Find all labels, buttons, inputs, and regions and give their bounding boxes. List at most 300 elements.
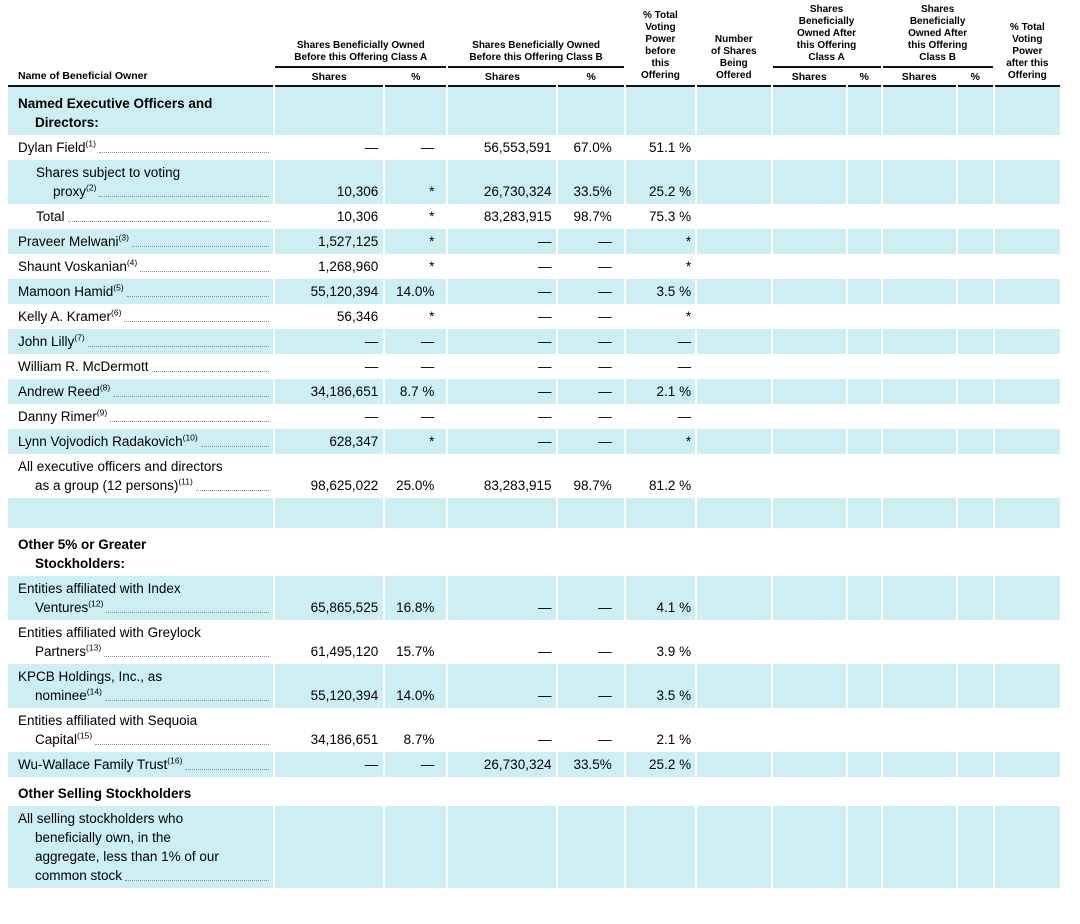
subcolumn-header-after-class-a-pct: % (848, 68, 881, 87)
value-cell (697, 664, 770, 708)
value-cell (848, 87, 881, 135)
value-cell (995, 576, 1060, 620)
footnote-reference: (5) (113, 282, 124, 293)
table-row (8, 454, 1060, 498)
value-cell (558, 87, 623, 135)
value-cell (848, 354, 881, 379)
owner-name-text: Wu-Wallace Family Trust$^{(16)}$ (18, 755, 183, 772)
value-cell (883, 528, 956, 576)
table-row (8, 576, 1060, 620)
owner-name-text: Danny Rimer$^{(9)}$ (18, 407, 108, 424)
value-cell (697, 254, 770, 279)
owner-name-cell (8, 135, 273, 160)
value-cell (883, 379, 956, 404)
value-cell: — (537, 732, 552, 747)
value-cell: — (448, 279, 556, 304)
value-cell (697, 329, 770, 354)
value-cell (448, 528, 556, 576)
value-cell: 14.0% (385, 664, 446, 708)
owner-name-cell (8, 304, 273, 329)
owner-name-text: William R. McDermott (18, 359, 149, 374)
value-cell (958, 454, 993, 498)
value-cell: — (448, 379, 556, 404)
value-cell: * (429, 309, 435, 324)
table-row (8, 304, 1060, 329)
value-cell (773, 160, 846, 204)
value-cell: — (598, 259, 612, 274)
value-cell (883, 498, 956, 528)
owner-name-text: Kelly A. Kramer$^{(6)}$ (18, 307, 122, 324)
subcolumn-header-before-class-a-pct: % (385, 68, 446, 87)
value-cell (958, 404, 993, 429)
value-cell (958, 229, 993, 254)
value-cell: — (558, 379, 623, 404)
hanging-indent (18, 113, 35, 132)
table-row (8, 429, 1060, 454)
value-cell: 8.7 % (385, 379, 446, 404)
owner-name-text: Partners$^{(13)}$ (35, 642, 102, 659)
value-cell: 98,625,022 (310, 478, 379, 493)
value-cell: 1,527,125 (275, 229, 383, 254)
value-cell (883, 752, 956, 777)
value-cell (958, 87, 993, 135)
value-cell: — (420, 359, 435, 374)
value-cell (697, 354, 770, 379)
value-cell (275, 528, 383, 576)
value-cell (558, 777, 623, 806)
value-cell (848, 708, 881, 752)
value-cell: — (598, 309, 612, 324)
value-cell (626, 806, 695, 888)
table-row (8, 777, 1060, 806)
table-row (8, 752, 1060, 777)
value-cell (697, 87, 770, 135)
footnote-reference: (16) (167, 755, 183, 766)
table-body (8, 87, 1060, 888)
value-cell: 628,347 (275, 429, 383, 454)
table-header (8, 2, 1060, 87)
owner-name-cell (8, 404, 273, 429)
value-cell: — (558, 329, 623, 354)
value-cell: 26,730,324 (448, 752, 556, 777)
owner-name-cell (8, 254, 273, 279)
value-cell (958, 429, 993, 454)
value-cell: 16.8% (385, 576, 446, 620)
value-cell (883, 204, 956, 229)
value-cell (773, 498, 846, 528)
value-cell: 2.1 % (656, 732, 692, 747)
value-cell: 98.7% (573, 478, 612, 493)
value-cell (773, 87, 846, 135)
owner-name-text: John Lilly$^{(7)}$ (18, 332, 85, 349)
value-cell: 33.5% (558, 752, 623, 777)
value-cell (848, 576, 881, 620)
value-cell (958, 329, 993, 354)
value-cell: 34,186,651 (310, 732, 379, 747)
value-cell: * (685, 309, 692, 324)
footnote-reference: (12) (88, 598, 104, 609)
dot-leader (140, 271, 269, 272)
value-cell (773, 454, 846, 498)
dot-leader (125, 880, 269, 881)
value-cell: 65,865,525 (275, 576, 383, 620)
value-cell: 98.7% (573, 209, 612, 224)
value-cell (995, 135, 1060, 160)
owner-name-cell (8, 229, 273, 254)
value-cell (697, 160, 770, 204)
value-cell (883, 354, 956, 379)
value-cell: — (537, 259, 552, 274)
value-cell (275, 87, 383, 135)
value-cell (995, 160, 1060, 204)
column-header-shares-offered: Number of Shares Being Offered (697, 2, 770, 87)
value-cell (883, 777, 956, 806)
footnote-reference: (10) (182, 432, 198, 443)
value-cell: 55,120,394 (275, 664, 383, 708)
column-header-voting-after: % Total Voting Power after this Offering (995, 2, 1060, 87)
value-cell (773, 752, 846, 777)
subcolumn-header-after-class-a-shares: Shares (773, 68, 846, 87)
owner-name-text: Lynn Vojvodich Radakovich$^{(10)}$ (18, 432, 198, 449)
value-cell: 3.5 % (626, 279, 695, 304)
value-cell: 25.0% (396, 478, 435, 493)
value-cell (995, 229, 1060, 254)
value-cell (773, 254, 846, 279)
value-cell (995, 329, 1060, 354)
value-cell: 2.1 % (626, 379, 695, 404)
value-cell: * (429, 209, 435, 224)
value-cell: — (420, 409, 435, 424)
value-cell (773, 329, 846, 354)
value-cell (773, 304, 846, 329)
value-cell (848, 229, 881, 254)
dot-leader (110, 421, 269, 422)
value-cell (626, 498, 695, 528)
value-cell (995, 254, 1060, 279)
value-cell (848, 204, 881, 229)
value-cell (958, 664, 993, 708)
column-header-voting-before: % Total Voting Power before this Offering (626, 2, 695, 87)
value-cell (848, 752, 881, 777)
value-cell (958, 204, 993, 229)
owner-name-text: common stock (35, 868, 123, 883)
value-cell: 14.0% (385, 279, 446, 304)
owner-name-cell: Entities affiliated with Index Ventures$^{(12)}$ (8, 576, 273, 620)
owner-name-text: Total (36, 209, 65, 224)
value-cell (697, 379, 770, 404)
value-cell (995, 404, 1060, 429)
value-cell: — (598, 732, 612, 747)
footnote-reference: (3) (118, 232, 129, 243)
value-cell: — (448, 429, 556, 454)
owner-name-text: Other Selling Stockholders (18, 786, 192, 801)
owner-name-cell (8, 429, 273, 454)
value-cell (773, 379, 846, 404)
value-cell: — (448, 229, 556, 254)
value-cell (448, 87, 556, 135)
value-cell (558, 498, 623, 528)
owner-name-cell (8, 204, 273, 229)
table-row (8, 329, 1060, 354)
value-cell: — (537, 644, 552, 659)
column-header-before-class-a: Shares Beneficially Owned Before this Offering Class A (275, 2, 446, 68)
footnote-reference: (11) (178, 476, 193, 487)
dot-leader (124, 321, 269, 322)
table-row (8, 229, 1060, 254)
owner-name-cell (8, 329, 273, 354)
table-row (8, 87, 1060, 135)
hanging-indent (18, 686, 35, 705)
value-cell: — (626, 329, 695, 354)
value-cell (958, 576, 993, 620)
dot-leader (99, 152, 269, 153)
value-cell: 55,120,394 (275, 279, 383, 304)
owner-name-cell: Entities affiliated with Greylock Partners$^{(13)}$ (8, 620, 273, 664)
value-cell (848, 528, 881, 576)
footnote-reference: (2) (86, 182, 97, 193)
value-cell (848, 664, 881, 708)
value-cell (848, 135, 881, 160)
table-row (8, 279, 1060, 304)
value-cell (995, 379, 1060, 404)
value-cell (958, 498, 993, 528)
value-cell (848, 279, 881, 304)
owner-name-text: Andrew Reed$^{(8)}$ (18, 382, 111, 399)
value-cell (995, 528, 1060, 576)
section-heading-cell: Named Executive Officers and Directors: (8, 87, 273, 135)
subcolumn-header-before-class-b-shares: Shares (448, 68, 556, 87)
value-cell (995, 454, 1060, 498)
value-cell: — (537, 309, 552, 324)
hanging-indent (18, 476, 35, 495)
footnote-reference: (13) (86, 642, 102, 653)
value-cell (958, 279, 993, 304)
value-cell (626, 777, 695, 806)
value-cell (558, 806, 623, 888)
value-cell: — (364, 140, 379, 155)
name-column-header: Name of Beneficial Owner (8, 2, 273, 87)
value-cell: 8.7% (403, 732, 435, 747)
subcolumn-header-before-class-a-shares: Shares (275, 68, 383, 87)
value-cell (275, 806, 383, 888)
table-row (8, 254, 1060, 279)
dot-leader (127, 296, 269, 297)
value-cell (883, 576, 956, 620)
owner-name-text: as a group (12 persons)$^{(11)}$ (35, 476, 193, 493)
value-cell (697, 204, 770, 229)
dot-leader (196, 490, 269, 491)
owner-name-text: Directors: (35, 115, 99, 130)
owner-name-text: Ventures$^{(12)}$ (35, 598, 104, 615)
value-cell (773, 777, 846, 806)
hanging-indent (36, 182, 53, 201)
table-row (8, 498, 1060, 528)
dot-leader (88, 346, 269, 347)
value-cell (848, 379, 881, 404)
value-cell: * (385, 429, 446, 454)
value-cell (773, 404, 846, 429)
value-cell (697, 135, 770, 160)
value-cell (883, 429, 956, 454)
value-cell (995, 620, 1060, 664)
value-cell (697, 576, 770, 620)
footnote-reference: (9) (96, 407, 108, 418)
value-cell (558, 528, 623, 576)
value-cell (773, 429, 846, 454)
owner-name-cell: All selling stockholders who beneficially own, in the aggregate, less than 1% of our common stock (8, 806, 273, 888)
owner-name-cell: Entities affiliated with Sequoia Capital$^{(15)}$ (8, 708, 273, 752)
value-cell (883, 135, 956, 160)
value-cell (848, 454, 881, 498)
owner-name-cell (8, 354, 273, 379)
value-cell (848, 429, 881, 454)
footnote-reference: (4) (126, 257, 138, 268)
value-cell (958, 304, 993, 329)
column-header-before-class-b: Shares Beneficially Owned Before this Offering Class B (448, 2, 623, 68)
value-cell (883, 454, 956, 498)
value-cell (848, 304, 881, 329)
value-cell (995, 498, 1060, 528)
value-cell (883, 160, 956, 204)
value-cell (448, 498, 556, 528)
value-cell: 3.5 % (626, 664, 695, 708)
hanging-indent (18, 730, 35, 749)
value-cell (958, 620, 993, 664)
value-cell: — (537, 409, 552, 424)
value-cell (385, 498, 446, 528)
value-cell (995, 354, 1060, 379)
value-cell (697, 429, 770, 454)
value-cell (697, 708, 770, 752)
value-cell (958, 528, 993, 576)
value-cell (883, 620, 956, 664)
value-cell: * (385, 160, 446, 204)
dot-leader (152, 371, 270, 372)
hanging-indent (18, 598, 35, 617)
value-cell (848, 620, 881, 664)
value-cell: — (558, 664, 623, 708)
value-cell (773, 354, 846, 379)
dot-leader (68, 221, 270, 222)
value-cell (697, 304, 770, 329)
value-cell: 25.2 % (626, 160, 695, 204)
value-cell (773, 279, 846, 304)
value-cell: — (448, 576, 556, 620)
value-cell: 67.0% (573, 140, 612, 155)
value-cell (995, 664, 1060, 708)
value-cell (883, 304, 956, 329)
value-cell: 4.1 % (626, 576, 695, 620)
dot-leader (104, 656, 269, 657)
value-cell: — (385, 329, 446, 354)
value-cell: * (626, 229, 695, 254)
value-cell: 83,283,915 (483, 209, 552, 224)
value-cell (848, 777, 881, 806)
owner-name-text: proxy$^{(2)}$ (53, 182, 97, 199)
value-cell (773, 620, 846, 664)
value-cell (626, 87, 695, 135)
value-cell (697, 498, 770, 528)
value-cell (697, 806, 770, 888)
value-cell: * (385, 229, 446, 254)
value-cell: 75.3 % (649, 209, 692, 224)
value-cell (773, 664, 846, 708)
value-cell (697, 454, 770, 498)
value-cell (995, 777, 1060, 806)
owner-name-cell (8, 752, 273, 777)
value-cell: 33.5% (558, 160, 623, 204)
dot-leader (201, 446, 269, 447)
value-cell: 26,730,324 (448, 160, 556, 204)
value-cell (958, 379, 993, 404)
table-row (8, 160, 1060, 204)
value-cell: — (558, 429, 623, 454)
value-cell (995, 87, 1060, 135)
value-cell (773, 528, 846, 576)
value-cell (883, 254, 956, 279)
value-cell: 34,186,651 (275, 379, 383, 404)
value-cell (995, 708, 1060, 752)
footnote-reference: (6) (111, 307, 122, 318)
value-cell (448, 777, 556, 806)
subcolumn-header-before-class-b-pct: % (558, 68, 623, 87)
value-cell (883, 404, 956, 429)
value-cell (958, 806, 993, 888)
owner-name-text: Mamoon Hamid$^{(5)}$ (18, 282, 124, 299)
value-cell (883, 708, 956, 752)
value-cell (773, 806, 846, 888)
value-cell (848, 254, 881, 279)
value-cell (958, 160, 993, 204)
dot-leader (95, 744, 269, 745)
footnote-reference: (1) (85, 138, 96, 149)
value-cell (958, 752, 993, 777)
footnote-reference: (8) (99, 382, 111, 393)
beneficial-ownership-table (6, 2, 1062, 888)
dot-leader (185, 769, 269, 770)
value-cell (697, 620, 770, 664)
owner-name-text: Stockholders: (35, 556, 126, 571)
owner-name-text: Shaunt Voskanian$^{(4)}$ (18, 257, 138, 274)
value-cell (773, 229, 846, 254)
value-cell (385, 777, 446, 806)
owner-name-text: Dylan Field$^{(1)}$ (18, 138, 96, 155)
owner-name-cell: KPCB Holdings, Inc., as nominee$^{(14)}$ (8, 664, 273, 708)
section-heading-cell (8, 777, 273, 806)
hanging-indent (18, 642, 35, 661)
value-cell: — (598, 409, 612, 424)
value-cell (773, 708, 846, 752)
value-cell (848, 498, 881, 528)
value-cell (995, 429, 1060, 454)
value-cell: — (364, 409, 379, 424)
value-cell (958, 777, 993, 806)
value-cell: 61,495,120 (310, 644, 379, 659)
value-cell: — (275, 752, 383, 777)
value-cell (848, 160, 881, 204)
table-row (8, 404, 1060, 429)
table-row (8, 806, 1060, 888)
dot-leader (106, 612, 269, 613)
value-cell: 1,268,960 (318, 259, 379, 274)
dot-leader (113, 396, 269, 397)
table-row (8, 379, 1060, 404)
value-cell (697, 752, 770, 777)
footnote-reference: (15) (77, 730, 93, 741)
value-cell: 56,346 (336, 309, 379, 324)
column-header-after-class-a: Shares Beneficially Owned After this Offering Class A (773, 2, 881, 68)
value-cell: 15.7% (396, 644, 435, 659)
